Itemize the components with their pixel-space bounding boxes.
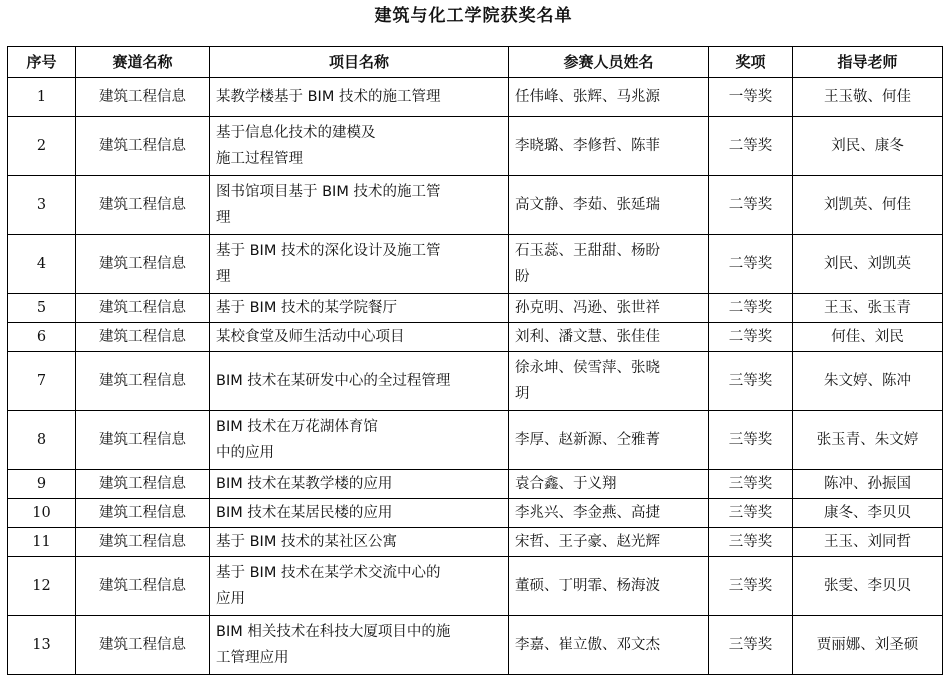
cell-award: 二等奖 [709, 117, 793, 176]
cell-award: 三等奖 [709, 528, 793, 557]
cell-members: 石玉蕊、王甜甜、杨盼 盼 [509, 235, 709, 294]
cell-index: 3 [8, 176, 76, 235]
table-row [8, 616, 943, 675]
table-body [8, 78, 943, 675]
cell-track: 建筑工程信息 [76, 117, 210, 176]
table-row [8, 294, 943, 323]
cell-award: 三等奖 [709, 557, 793, 616]
cell-index: 10 [8, 499, 76, 528]
cell-advisor: 朱文婷、陈冲 [793, 352, 943, 411]
cell-award: 三等奖 [709, 616, 793, 675]
cell-index: 4 [8, 235, 76, 294]
table-row [8, 78, 943, 117]
column-header-members: 参赛人员姓名 [509, 47, 709, 78]
table-row [8, 411, 943, 470]
cell-project: 基于 BIM 技术的某社区公寓 [210, 528, 509, 557]
cell-track: 建筑工程信息 [76, 176, 210, 235]
cell-track: 建筑工程信息 [76, 78, 210, 117]
table-row [8, 323, 943, 352]
cell-award: 一等奖 [709, 78, 793, 117]
cell-members: 孙克明、冯逊、张世祥 [509, 294, 709, 323]
table-row [8, 528, 943, 557]
cell-advisor: 张雯、李贝贝 [793, 557, 943, 616]
cell-award: 二等奖 [709, 235, 793, 294]
cell-track: 建筑工程信息 [76, 557, 210, 616]
cell-members: 高文静、李茹、张延瑞 [509, 176, 709, 235]
cell-index: 2 [8, 117, 76, 176]
cell-members: 袁合鑫、于义翔 [509, 470, 709, 499]
cell-project: BIM 技术在某居民楼的应用 [210, 499, 509, 528]
cell-award: 二等奖 [709, 294, 793, 323]
cell-track: 建筑工程信息 [76, 528, 210, 557]
column-header-index: 序号 [8, 47, 76, 78]
table-row [8, 470, 943, 499]
cell-index: 13 [8, 616, 76, 675]
cell-track: 建筑工程信息 [76, 235, 210, 294]
cell-advisor: 陈冲、孙振国 [793, 470, 943, 499]
cell-members: 董硕、丁明霏、杨海波 [509, 557, 709, 616]
cell-index: 7 [8, 352, 76, 411]
page-title: 建筑与化工学院获奖名单 [374, 6, 573, 26]
cell-advisor: 王玉敬、何佳 [793, 78, 943, 117]
cell-members: 任伟峰、张辉、马兆源 [509, 78, 709, 117]
cell-track: 建筑工程信息 [76, 294, 210, 323]
cell-members: 李兆兴、李金燕、高捷 [509, 499, 709, 528]
cell-track: 建筑工程信息 [76, 499, 210, 528]
cell-index: 6 [8, 323, 76, 352]
cell-track: 建筑工程信息 [76, 323, 210, 352]
cell-advisor: 刘民、刘凯英 [793, 235, 943, 294]
cell-advisor: 刘民、康冬 [793, 117, 943, 176]
cell-track: 建筑工程信息 [76, 470, 210, 499]
cell-members: 徐永坤、侯雪萍、张晓 玥 [509, 352, 709, 411]
cell-members: 宋哲、王子豪、赵光辉 [509, 528, 709, 557]
cell-project: 基于 BIM 技术的深化设计及施工管 理 [210, 235, 509, 294]
cell-advisor: 王玉、刘同哲 [793, 528, 943, 557]
column-header-track: 赛道名称 [76, 47, 210, 78]
column-header-advisor: 指导老师 [793, 47, 943, 78]
cell-project: BIM 相关技术在科技大厦项目中的施 工管理应用 [210, 616, 509, 675]
cell-track: 建筑工程信息 [76, 616, 210, 675]
column-header-award: 奖项 [709, 47, 793, 78]
cell-index: 1 [8, 78, 76, 117]
cell-advisor: 康冬、李贝贝 [793, 499, 943, 528]
cell-award: 二等奖 [709, 323, 793, 352]
cell-advisor: 何佳、刘民 [793, 323, 943, 352]
cell-track: 建筑工程信息 [76, 411, 210, 470]
table-header-row [8, 47, 943, 78]
cell-award: 三等奖 [709, 470, 793, 499]
table-row [8, 557, 943, 616]
cell-award: 三等奖 [709, 352, 793, 411]
cell-award: 三等奖 [709, 499, 793, 528]
cell-award: 三等奖 [709, 411, 793, 470]
cell-index: 11 [8, 528, 76, 557]
cell-project: 基于 BIM 技术的某学院餐厅 [210, 294, 509, 323]
cell-index: 12 [8, 557, 76, 616]
cell-index: 8 [8, 411, 76, 470]
cell-project: BIM 技术在某研发中心的全过程管理 [210, 352, 509, 411]
table-row [8, 352, 943, 411]
cell-project: 某校食堂及师生活动中心项目 [210, 323, 509, 352]
column-header-project: 项目名称 [210, 47, 509, 78]
cell-project: BIM 技术在某教学楼的应用 [210, 470, 509, 499]
cell-track: 建筑工程信息 [76, 352, 210, 411]
cell-project: 某教学楼基于 BIM 技术的施工管理 [210, 78, 509, 117]
cell-index: 9 [8, 470, 76, 499]
cell-project: 图书馆项目基于 BIM 技术的施工管 理 [210, 176, 509, 235]
cell-members: 李嘉、崔立傲、邓文杰 [509, 616, 709, 675]
cell-project: 基于信息化技术的建模及 施工过程管理 [210, 117, 509, 176]
table-row [8, 176, 943, 235]
table-row [8, 235, 943, 294]
cell-advisor: 王玉、张玉青 [793, 294, 943, 323]
cell-project: 基于 BIM 技术在某学术交流中心的 应用 [210, 557, 509, 616]
cell-award: 二等奖 [709, 176, 793, 235]
cell-members: 李厚、赵新源、仝雅菁 [509, 411, 709, 470]
awards-table [7, 46, 943, 675]
cell-index: 5 [8, 294, 76, 323]
cell-members: 刘利、潘文慧、张佳佳 [509, 323, 709, 352]
cell-advisor: 张玉青、朱文婷 [793, 411, 943, 470]
cell-members: 李晓璐、李修哲、陈菲 [509, 117, 709, 176]
cell-project: BIM 技术在万花湖体育馆 中的应用 [210, 411, 509, 470]
cell-advisor: 刘凯英、何佳 [793, 176, 943, 235]
table-row [8, 499, 943, 528]
table-row [8, 117, 943, 176]
cell-advisor: 贾丽娜、刘圣硕 [793, 616, 943, 675]
